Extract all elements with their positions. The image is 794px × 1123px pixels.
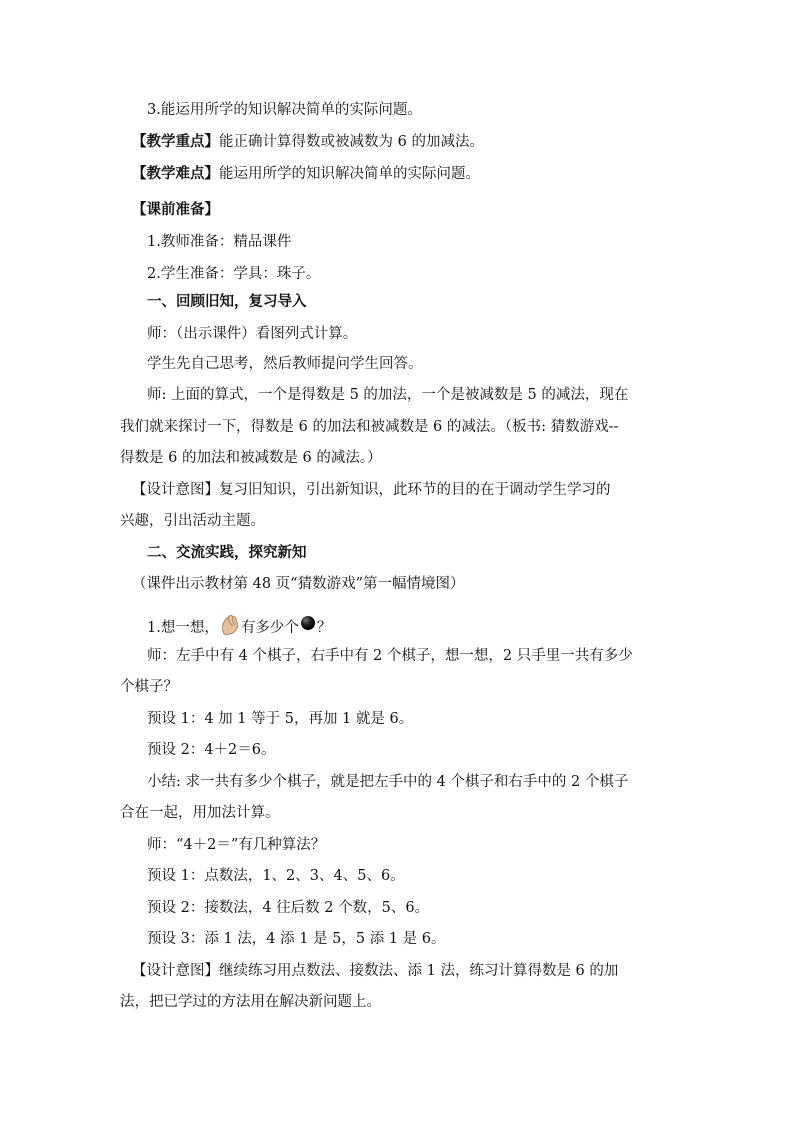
key-point-label: 【教学重点】: [132, 133, 219, 150]
method-3: 预设 3：添 1 法，4 添 1 是 5，5 添 1 是 6。: [147, 931, 446, 947]
section-2-heading: 二、交流实践，探究新知: [147, 544, 307, 561]
design-intent-2: 【设计意图】继续练习用点数法、接数法、添 1 法，练习计算得数是 6 的加: [132, 963, 619, 979]
objective-3: 3.能运用所学的知识解决简单的实际问题。: [147, 102, 422, 118]
design-intent-1-cont: 兴趣，引出活动主题。: [120, 513, 265, 529]
design-intent-2-cont: 法，把已学过的方法用在解决新问题上。: [120, 994, 381, 1010]
method-1: 预设 1：点数法，1、2、3、4、5、6。: [147, 868, 405, 884]
preparation-heading: 【课前准备】: [132, 201, 219, 218]
paragraph-cont: 我们就来探讨一下，得数是 6 的加法和被减数是 6 的减法。（板书: 猜数游戏--: [120, 419, 619, 435]
paragraph: 师: 上面的算式，一个是得数是 5 的加法，一个是被减数是 5 的减法，现在: [147, 387, 629, 403]
preset-1: 预设 1：4 加 1 等于 5，再加 1 就是 6。: [147, 711, 414, 727]
key-point: 【教学重点】能正确计算得数或被减数为 6 的加减法。: [132, 133, 484, 150]
prep-teacher: 1.教师准备：精品课件: [147, 234, 292, 250]
difficult-point: 【教学难点】能运用所学的知识解决简单的实际问题。: [132, 165, 480, 182]
paragraph: 师：（出示课件）看图列式计算。: [147, 326, 358, 342]
paragraph: 师：“4＋2＝”有几种算法？: [147, 837, 326, 853]
paragraph-cont: 个棋子？: [120, 679, 178, 695]
paragraph: 师：左手中有 4 个棋子，右手中有 2 个棋子，想一想，2 只手里一共有多少: [147, 648, 633, 664]
difficult-point-label: 【教学难点】: [132, 165, 219, 182]
method-2: 预设 2：接数法，4 往后数 2 个数，5、6。: [147, 900, 430, 916]
summary: 小结: 求一共有多少个棋子，就是把左手中的 4 个棋子和右手中的 2 个棋子: [147, 774, 629, 790]
think-question: 1.想一想， 有多少个 ？: [147, 614, 717, 638]
paragraph-cont: 得数是 6 的加法和被减数是 6 的减法。）: [120, 450, 382, 466]
preset-2: 预设 2：4＋2＝6。: [147, 742, 276, 758]
paragraph: 学生先自己思考，然后教师提问学生回答。: [147, 356, 423, 372]
hand-icon: [220, 614, 240, 636]
section-1-heading: 一、回顾旧知，复习导入: [147, 293, 307, 310]
design-intent-1: 【设计意图】复习旧知识，引出新知识，此环节的目的在于调动学生学习的: [132, 482, 611, 498]
chess-piece-icon: [301, 616, 315, 630]
courseware-note: （课件出示教材第 48 页“猜数游戏”第一幅情境图）: [132, 576, 465, 592]
prep-student: 2.学生准备：学具：珠子。: [147, 266, 321, 282]
summary-cont: 合在一起，用加法计算。: [120, 805, 280, 821]
